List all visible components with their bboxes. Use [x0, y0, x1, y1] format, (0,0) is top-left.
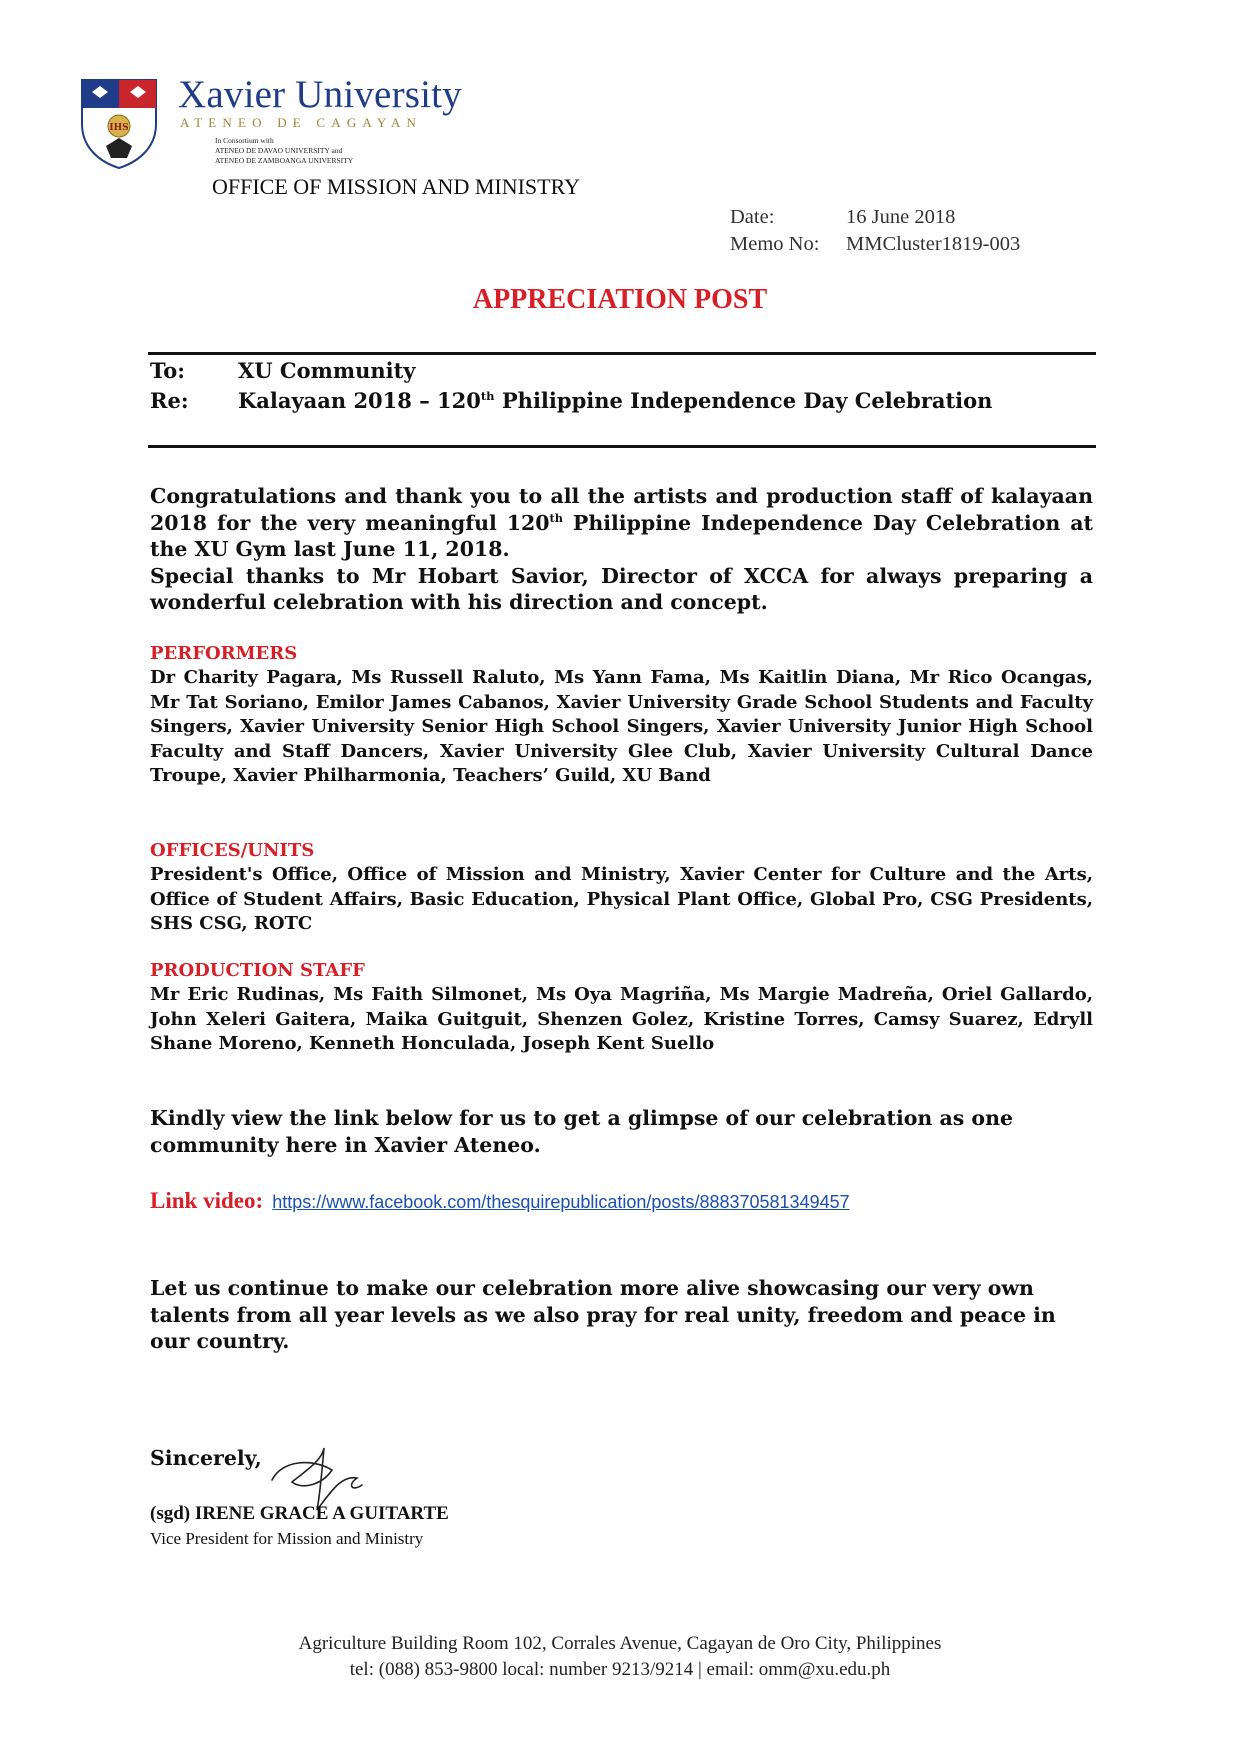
intro-paragraph-2: Special thanks to Mr Hobart Savior, Director of XCCA for always preparing a wonderful celebration with his direction and concept. — [150, 563, 1093, 614]
footer-line-1: Agriculture Building Room 102, Corrales Avenue, Cagayan de Oro City, Philippines — [298, 1633, 942, 1654]
production-heading: PRODUCTION STAFF — [150, 960, 365, 981]
closing-paragraph-2: Let us continue to make our celebration more alive showcasing our very own talents from all year levels as we also pray for real unity, freedom and peace in our country. — [150, 1276, 1056, 1353]
signer-name: (sgd) IRENE GRACE A GUITARTE — [150, 1503, 449, 1524]
memo-no-label: Memo No: — [730, 233, 820, 255]
intro-text — [150, 483, 1093, 616]
closing-paragraph-1: Kindly view the link below for us to get a glimpse of our celebration as one community here in Xavier Ateneo. — [150, 1106, 1014, 1157]
link-label: Link video: — [150, 1188, 264, 1213]
top-divider — [148, 352, 1096, 355]
video-link[interactable]: https://www.facebook.com/thesquirepublication/posts/888370581349457 — [272, 1192, 850, 1212]
to-label: To: — [150, 358, 185, 383]
production-list: Mr Eric Rudinas, Ms Faith Silmonet, Ms Oya Magriña, Ms Margie Madreña, Oriel Gallardo, John Xeleri Gaitera, Maika Guitguit, Shenzen Golez, Kristine Torres, Camsy Suarez, Edryll Shane Moreno, Kenneth Honculada, Joseph Kent Suello — [150, 984, 1093, 1054]
to-re-block — [150, 356, 992, 416]
footer-address — [0, 1631, 1240, 1683]
date-label: Date: — [730, 206, 775, 228]
memo-no-value: MMCluster1819-003 — [846, 233, 1021, 255]
page-title: APPRECIATION POST — [472, 284, 768, 315]
intro-paragraph-1: Congratulations and thank you to all the artists and production staff of kalayaan 2018 for the very meaningful 120th Philippine Independence Day Celebration at the XU Gym last June 11, 2018. — [150, 484, 1093, 561]
offices-section — [150, 839, 1093, 937]
memo-meta — [730, 204, 1020, 258]
sincerely-text: Sincerely, — [150, 1446, 262, 1470]
production-section — [150, 959, 1093, 1057]
performers-list: Dr Charity Pagara, Ms Russell Raluto, Ms Yann Fama, Ms Kaitlin Diana, Mr Rico Ocangas, Mr Tat Soriano, Emilor James Cabanos, Xavier University Grade School Students and Faculty Singers, Xavier University Senior High School Singers, Xavier University Junior High School Faculty and Staff Dancers, Xavier University Glee Club, Xavier University Cultural Dance Troupe, Xavier Philharmonia, Teachers’ Guild, XU Band — [150, 667, 1093, 786]
office-name: OFFICE OF MISSION AND MINISTRY — [212, 174, 580, 199]
re-label: Re: — [150, 388, 189, 413]
svg-text:IHS: IHS — [109, 123, 129, 133]
consortium-note: In Consortium with ATENEO DE DAVAO UNIVERSITY and ATENEO DE ZAMBOANGA UNIVERSITY — [215, 136, 354, 165]
bottom-divider — [148, 445, 1096, 448]
university-crest-logo — [80, 78, 158, 170]
university-subtitle: ATENEO DE CAGAYAN — [180, 115, 423, 130]
footer-line-2: tel: (088) 853-9800 local: number 9213/9214 | email: omm@xu.edu.ph — [349, 1659, 891, 1680]
date-value: 16 June 2018 — [846, 206, 956, 228]
link-line — [150, 1188, 850, 1214]
re-value: Kalayaan 2018 – 120th Philippine Independence Day Celebration — [238, 388, 993, 413]
offices-heading: OFFICES/UNITS — [150, 840, 315, 861]
signer-title: Vice President for Mission and Ministry — [150, 1529, 424, 1548]
performers-heading: PERFORMERS — [150, 643, 298, 664]
offices-list: President's Office, Office of Mission and Ministry, Xavier Center for Culture and the Arts, Office of Student Affairs, Basic Education, Physical Plant Office, Global Pro, CSG Presidents, SHS CSG, ROTC — [150, 864, 1093, 934]
university-name: Xavier University — [178, 73, 462, 116]
to-value: XU Community — [238, 358, 416, 383]
performers-section — [150, 642, 1093, 789]
